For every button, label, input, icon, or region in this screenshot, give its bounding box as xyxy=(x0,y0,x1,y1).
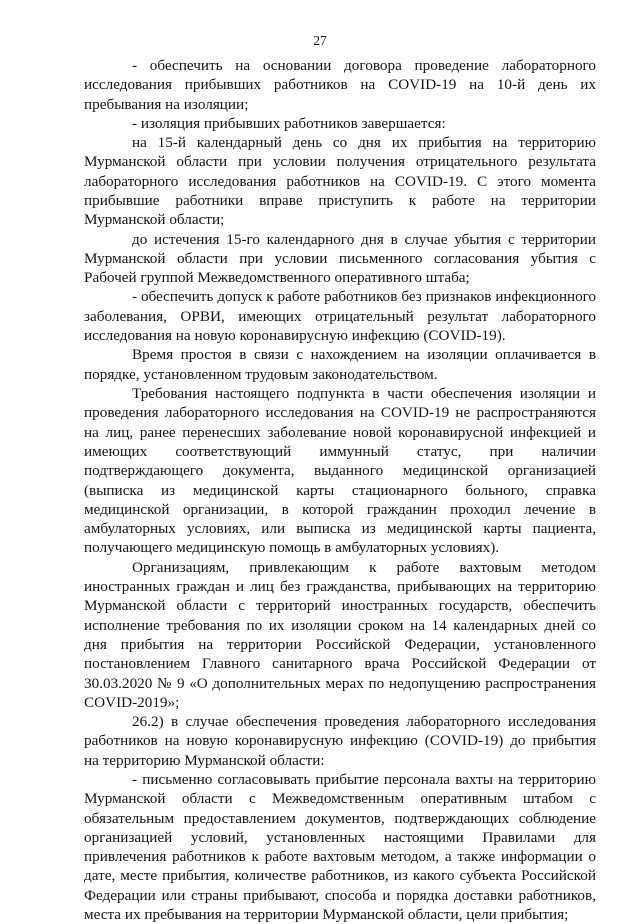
text-line: Мурманской области; xyxy=(84,211,225,229)
text-line: COVID-2019»; xyxy=(84,693,180,711)
text-line: обязательным предоставлением документов, подтверждающих соблюдение xyxy=(84,809,596,827)
text-line: - письменно согласовывать прибытие персонала вахты на территорию xyxy=(132,770,596,788)
text-line: медицинской организации, в которой гражданин проходил лечение в xyxy=(84,500,596,518)
text-line: проведения лабораторного исследования на COVID-19 не распространяются xyxy=(84,404,596,422)
text-line: дате, месте прибытия, количестве работников, из какого субъекта Российской xyxy=(84,867,596,885)
text-line: дня прибытия на территории Российской Федерации, установленного xyxy=(84,635,596,653)
text-line: работников на новую коронавирусную инфекцию (COVID-19) до прибытия xyxy=(84,732,596,750)
text-line: привлечения работников к работе вахтовым методом, а также информации о xyxy=(84,848,596,866)
text-line: пребывания на изоляции; xyxy=(84,95,249,113)
text-line: исследования на новую коронавирусную инфекцию (COVID-19). xyxy=(84,327,506,345)
text-line: получающего медицинскую помощь в амбулаторных условиях). xyxy=(84,539,500,557)
text-line: Федерации или страны прибывают, способа и порядка доставки работников, xyxy=(84,886,596,904)
text-line: на лиц, ранее перенесших заболевание новой коронавирусной инфекцией и xyxy=(84,423,596,441)
text-line: амбулаторных условиях, или выписка из медицинской карты пациента, xyxy=(84,520,596,538)
text-line: на 15-й календарный день со дня их прибытия на территорию xyxy=(132,134,596,152)
text-line: Организациям, привлекающим к работе вахтовым методом xyxy=(132,558,596,576)
text-line: порядке, установленном трудовым законодательством. xyxy=(84,365,438,383)
text-line: Мурманской области при условии письменного согласования убытия с xyxy=(84,249,596,267)
text-line: Время простоя в связи с нахождением на изоляции оплачивается в xyxy=(132,346,596,364)
text-line: до истечения 15-го календарного дня в случае убытия с территории xyxy=(132,230,596,248)
text-line: 30.03.2020 № 9 «О дополнительных мерах по недопущению распространения xyxy=(84,674,596,692)
text-line: места их пребывания на территории Мурманской области, цели прибытия; xyxy=(84,906,569,924)
text-line: на территорию Мурманской области: xyxy=(84,751,325,769)
text-line: 26.2) в случае обеспечения проведения лабораторного исследования xyxy=(132,713,596,731)
text-line: прибывшие работники вправе приступить к работе на территории xyxy=(84,192,596,210)
text-line: исполнение требования по их изоляции сроком на 14 календарных дней со xyxy=(84,616,596,634)
text-line: иностранных граждан и лиц без гражданства, прибывающих на территорию xyxy=(84,578,596,596)
text-line: Мурманской области с территорий иностранных государств, обеспечить xyxy=(84,597,596,615)
text-line: - обеспечить допуск к работе работников без признаков инфекционного xyxy=(132,288,596,305)
text-line: постановлением Главного санитарного врача Российской Федерации от xyxy=(84,655,596,673)
text-line: лабораторного исследования работников на COVID-19. С этого момента xyxy=(84,172,596,190)
text-line: подтверждающего документа, выданного медицинской организацией xyxy=(84,462,596,480)
page-number: 27 xyxy=(313,33,327,48)
text-line: организацией условий, установленных настоящими Правилами для xyxy=(84,828,596,846)
text-line: исследования прибывших работников на COVID-19 на 10-й день их xyxy=(84,76,596,94)
text-line: - изоляция прибывших работников завершается: xyxy=(132,114,446,132)
text-line: Мурманской области с Межведомственным оперативным штабом с xyxy=(84,790,596,808)
text-line: заболевания, ОРВИ, имеющих отрицательный результат лабораторного xyxy=(84,307,596,325)
text-line: (выписка из медицинской карты стационарного больного, справка xyxy=(84,481,596,499)
text-line: Мурманской области при условии получения отрицательного результата xyxy=(84,153,596,171)
text-line: Рабочей группой Межведомственного оперативного штаба; xyxy=(84,269,470,287)
text-line: - обеспечить на основании договора проведение лабораторного xyxy=(132,57,596,74)
text-line: имеющих соответствующий иммунный статус, при наличии xyxy=(84,442,596,460)
text-line: Требования настоящего подпункта в части обеспечения изоляции и xyxy=(132,385,596,403)
document-body xyxy=(84,56,596,924)
